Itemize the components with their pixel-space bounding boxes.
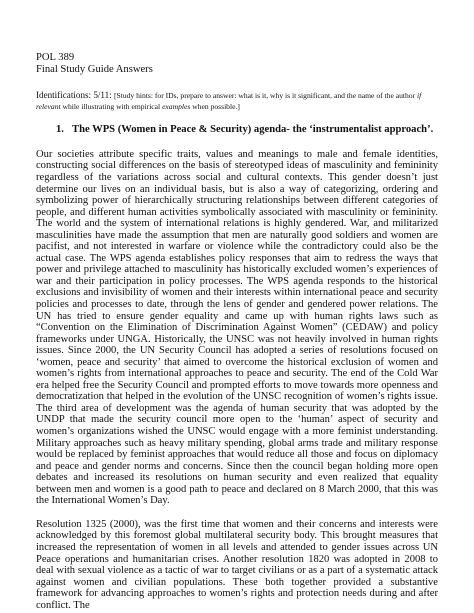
section-title: The WPS (Women in Peace & Security) agenda- the ‘instrumentalist approach’. [72,124,434,136]
document-title: Final Study Guide Answers [36,64,153,76]
paragraph: Resolution 1325 (2000), was the first time that women and their concerns and interests were acknowledged by this foremost global multilateral security body. This brought measures that increased the representation of women in all levels and attended to gender issues across UN Peace operations and humanitarian crises. Another resolution 1820 was adopted in 2008 to deal with sexual violence as a tactic of war to target civilians or as a part of a systematic attack against women and civilian populations. These both together provided a substantive framework for advancing approaches to women’s rights and protection needs during and after conflict. The [36,518,438,611]
study-hint: [Study hints: for IDs, prepare to answer: what is it, why is it significant, and the name of the author if relevant while illustrating with empirical examples when possible.] [36,91,422,112]
course-code: POL 389 [36,52,75,63]
identifications-label: Identifications: 5/11: [36,90,112,101]
identifications-instructions [36,90,438,112]
section-heading [56,124,438,137]
section-number: 1. [56,124,64,136]
paragraph: Our societies attribute specific traits, values and meanings to male and female identities, constructing social differences on the basis of stereotyped ideas of masculinity and femininity regardless of the variations across social and cultural contexts. This gender doesn’t just determine our lives on an individual basis, but is also a way of categorizing, ordering and symbolizing power of hierarchically structuring relationships between different categories of people, and different human activities symbolically associated with masculinity or femininity. The world and the system of international relations is highly gendered. War, and militarized masculinities have made the assumption that men are naturally good soldiers and women are pacifist, and not interested in warfare or violence while the contradictory could also be the actual case. The WPS agenda establishes policy responses that aim to redress the ways that power and privilege attached to masculinity has historically excluded women’s experiences of war and their participation in policy processes. The WPS agenda responds to the historical exclusions and invisibility of women and their interests within international peace and security policies and processes to date, through the lens of gender and gendered power relations. The UN has tried to ensure gender equality and came up with human rights laws such as “Convention on the Elimination of Discrimination Against Women” (CEDAW) and policy frameworks under UNGA. Historically, the UNSC was not heavily involved in human rights issues. Since 2000, the UN Security Council has adopted a series of resolutions focused on ‘women, peace and security’ that aimed to overcome the historical exclusion of women and women’s rights from international approaches to peace and security. The end of the Cold War era helped free the Security Council and prompted efforts to move towards more openness and democratization that helped in the evolution of the UNSC recognition of women’s rights issue. The third area of development was the agenda of human security that was adopted by the UNDP that made the security council more open to the ‘human’ aspect of security and women’s organizations wished the UNSC would engage with a more feminist understanding. Military approaches such as heavy military spending, global arms trade and military response would be replaced by feminist approaches that would reduce all those and focus on diplomacy and peace and gender norms and concerns. Since then the council began holding more open debates and increased its resolutions on human security and even realized that equality between men and women is a good path to peace and declared on 8 March 2000, that this was the International Women’s Day. [36,148,438,507]
